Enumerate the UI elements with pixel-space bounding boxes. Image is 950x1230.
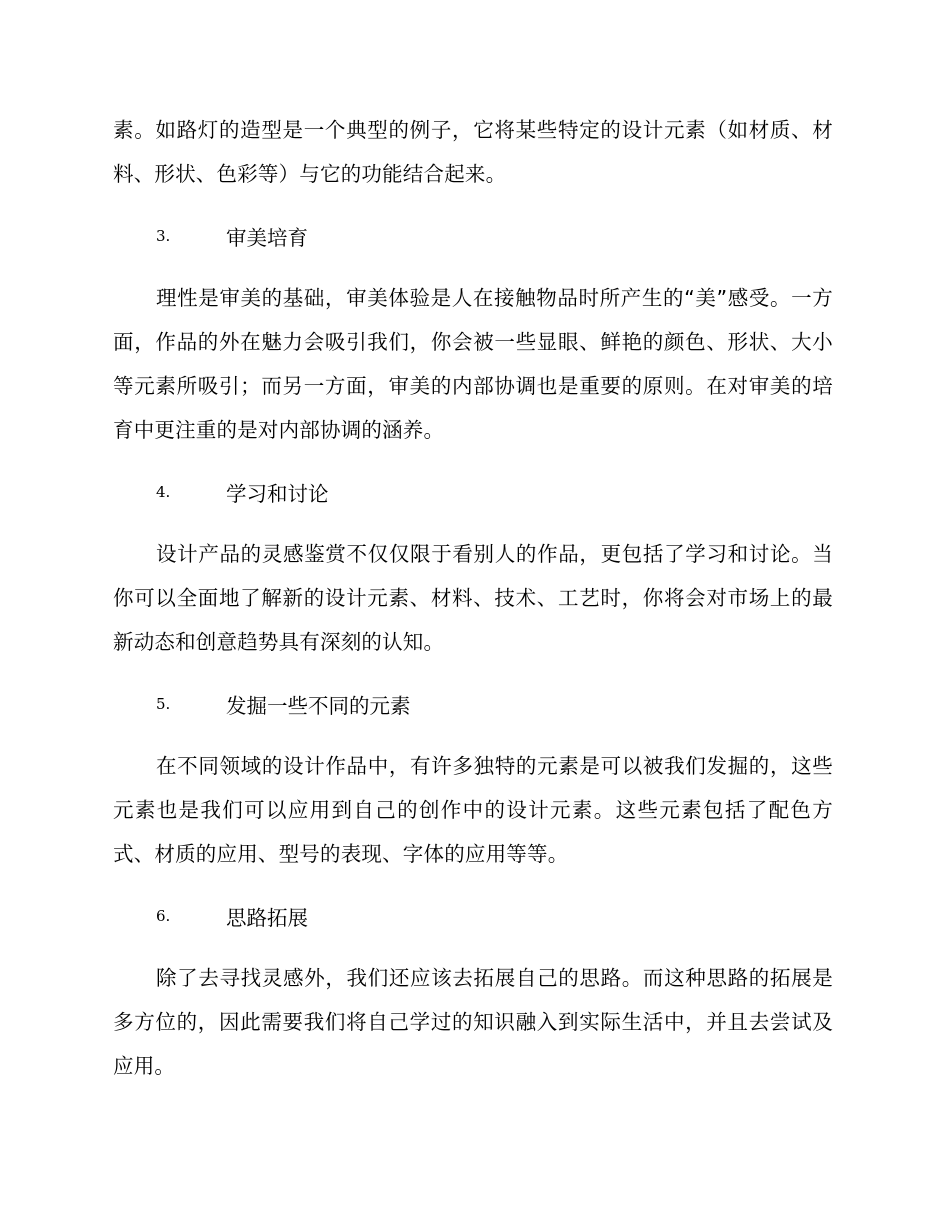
section-title: 发掘一些不同的元素 (226, 694, 411, 718)
section-heading (113, 470, 833, 514)
section-heading (113, 214, 833, 258)
section-5 (113, 682, 833, 894)
section-heading (113, 894, 833, 938)
section-paragraph: 理性是审美的基础，审美体验是人在接触物品时所产生的“美”感受。一方面，作品的外在魅力会吸引我们，你会被一些显眼、鲜艳的颜色、形状、大小等元素所吸引；而另一方面，审美的内部协调也是重要的原则。在对审美的培育中更注重的是对内部协调的涵养。 (113, 286, 833, 442)
section-paragraph: 除了去寻找灵感外，我们还应该去拓展自己的思路。而这种思路的拓展是多方位的，因此需要我们将自己学过的知识融入到实际生活中，并且去尝试及应用。 (113, 966, 833, 1078)
section-number: 6. (156, 907, 171, 925)
section-number: 4. (156, 483, 171, 501)
spacer (113, 514, 833, 532)
section-6 (113, 894, 833, 1088)
spacer (113, 452, 833, 470)
section-heading (113, 682, 833, 726)
spacer (113, 876, 833, 894)
document-body (113, 108, 833, 1088)
spacer (113, 938, 833, 956)
section-4 (113, 470, 833, 682)
section-title: 学习和讨论 (226, 482, 329, 506)
section-paragraph: 设计产品的灵感鉴赏不仅仅限于看别人的作品，更包括了学习和讨论。当你可以全面地了解新的设计元素、材料、技术、工艺时，你将会对市场上的最新动态和创意趋势具有深刻的认知。 (113, 542, 833, 654)
section-paragraph: 在不同领域的设计作品中，有许多独特的元素是可以被我们发掘的，这些元素也是我们可以应用到自己的创作中的设计元素。这些元素包括了配色方式、材质的应用、型号的表现、字体的应用等等。 (113, 754, 833, 866)
intro-paragraph: 素。如路灯的造型是一个典型的例子，它将某些特定的设计元素（如材质、材料、形状、色彩等）与它的功能结合起来。 (113, 118, 833, 186)
section-number: 3. (156, 227, 171, 245)
spacer (113, 196, 833, 214)
section-3 (113, 214, 833, 470)
spacer (113, 258, 833, 276)
spacer (113, 664, 833, 682)
spacer (113, 726, 833, 744)
section-title: 审美培育 (226, 226, 308, 250)
section-number: 5. (156, 695, 171, 713)
section-title: 思路拓展 (226, 906, 308, 930)
